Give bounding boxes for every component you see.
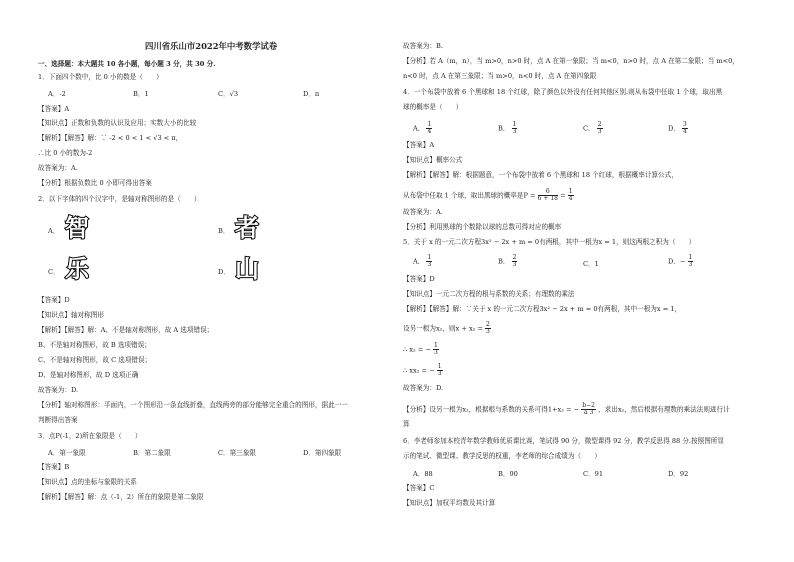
glyph-zhe-char: 者 bbox=[235, 214, 259, 240]
q2-line-b: B、不是轴对称图形，故 B 选项错误； bbox=[38, 341, 151, 349]
q4-analysis: 【解析】【解答】解：根据题意，一个布袋中放着 6 个黑球和 18 个红球，根据概率计算公式， bbox=[403, 171, 678, 179]
q1-option-c: C．√3 bbox=[218, 90, 239, 98]
q5-line4-frac bbox=[437, 364, 443, 377]
glyph-le bbox=[64, 255, 90, 281]
q4-probability bbox=[403, 189, 574, 202]
q2-label-c: C． bbox=[48, 268, 60, 276]
q1-answer: 【答案】A bbox=[38, 105, 70, 113]
q1-stem: 1．下面四个数中，比 0 小的数是（ ） bbox=[38, 73, 163, 81]
q5-line2-frac bbox=[485, 322, 491, 335]
q6-stem-2: 示的笔试、微型课、教学反思的权重，李老师的综合成绩为（ ） bbox=[403, 452, 601, 460]
q5-a-num: 1 bbox=[427, 254, 432, 261]
q5-l3-num: 1 bbox=[434, 342, 438, 349]
q5-fenxi-a: 【分析】设另一根为x₂，根据根与系数的关系可得1+x₂ = − bbox=[403, 405, 580, 414]
q6-option-c: C．91 bbox=[583, 470, 604, 478]
q4-option-d-label: D． bbox=[668, 124, 680, 133]
q5-option-d-label: D．− bbox=[668, 257, 686, 266]
q5-line-3 bbox=[403, 343, 439, 356]
q6-option-d: D．92 bbox=[668, 470, 689, 478]
q3-option-a: A．第一象限 bbox=[48, 449, 86, 457]
q5-answer: 【答案】D bbox=[403, 275, 435, 283]
q5-b-den: 3 bbox=[512, 261, 517, 268]
q6-stem-1: 6．李老师参加本校青年数学教师优质课比赛，笔试得 90 分，微型课得 92 分，教学反思得 88 分.按照图所显 bbox=[403, 437, 724, 445]
q2-fenxi-2: 判断得出答案 bbox=[38, 416, 78, 424]
q3-option-c: C．第三象限 bbox=[218, 449, 257, 457]
q3-knowledge: 【知识点】点的坐标与象限的关系 bbox=[38, 478, 137, 486]
q5-line3-text: ∴ x₂ = − bbox=[403, 345, 431, 354]
q4-a-den: 4 bbox=[427, 128, 432, 135]
q5-l2-den: 3 bbox=[486, 328, 490, 335]
q4-pf1-den: 6 + 18 bbox=[537, 195, 558, 202]
q5-fx-den: a 3 bbox=[583, 409, 594, 416]
q6-answer: 【答案】C bbox=[403, 484, 435, 492]
q2-knowledge: 【知识点】轴对称图形 bbox=[38, 311, 104, 319]
q3-stem: 3．点P(-1，2)所在象限是（ ） bbox=[38, 432, 142, 440]
q5-l3-den: 3 bbox=[434, 349, 438, 356]
q1-final: 故答案为：A. bbox=[38, 164, 78, 172]
q4-option-c-frac bbox=[597, 122, 603, 135]
q5-l2-num: 2 bbox=[486, 321, 490, 328]
q5-option-b-label: B． bbox=[498, 257, 510, 266]
q4-knowledge: 【知识点】概率公式 bbox=[403, 156, 463, 164]
q5-option-a bbox=[413, 255, 432, 268]
q5-stem: 5．关于 x 的一元二次方程3x² − 2x + m = 0有两根，其中一根为x = 1，则这两根之积为（ ） bbox=[403, 238, 696, 246]
q4-option-b-label: B． bbox=[498, 124, 510, 133]
q5-option-d-frac bbox=[688, 255, 694, 268]
q5-d-den: 3 bbox=[688, 261, 693, 268]
q4-b-num: 1 bbox=[512, 121, 517, 128]
q4-option-c-label: C． bbox=[583, 124, 595, 133]
q4-stem-1: 4．一个布袋中放着 6 个黑球和 18 个红球，除了颜色以外没有任何其他区别.则从布袋中任取 1 个球，取出黑 bbox=[403, 88, 723, 96]
q4-option-c bbox=[583, 122, 603, 135]
q5-d-num: 1 bbox=[688, 254, 693, 261]
q3-analysis: 【解析】【解答】解：点（-1，2）所在的象限是第二象限 bbox=[38, 493, 204, 501]
glyph-le-char: 乐 bbox=[65, 255, 89, 281]
glyph-zhi bbox=[64, 214, 90, 240]
q5-line4-text: ∴ xx₂ = − bbox=[403, 366, 435, 375]
q5-fenxi-frac bbox=[581, 403, 596, 416]
q4-option-b bbox=[498, 122, 517, 135]
q5-option-a-label: A． bbox=[413, 257, 425, 266]
q6-knowledge: 【知识点】加权平均数及其计算 bbox=[403, 499, 496, 507]
q4-option-d bbox=[668, 122, 688, 135]
section-heading: 一、选择题：本大题共 10 各小题，每小题 3 分，共 30 分. bbox=[38, 60, 216, 68]
q4-answer: 【答案】A bbox=[403, 141, 435, 149]
q5-option-b bbox=[498, 255, 517, 268]
q5-option-c: C．1 bbox=[583, 260, 599, 268]
q5-final: 故答案为：D. bbox=[403, 384, 444, 392]
q1-line: ∴比 0 小的数为-2 bbox=[38, 149, 93, 157]
exam-title: 四川省乐山市2022年中考数学试卷 bbox=[145, 41, 278, 51]
q4-final: 故答案为：A. bbox=[403, 208, 443, 216]
q4-stem-2: 球的概率是（ ） bbox=[403, 103, 463, 111]
q4-c-den: 3 bbox=[597, 128, 602, 135]
q5-line3-frac bbox=[433, 343, 439, 356]
q4-prob-eq: = bbox=[560, 191, 566, 200]
q3-answer: 【答案】B bbox=[38, 463, 70, 471]
q3-final: 故答案为：B. bbox=[403, 42, 443, 50]
q6-option-a: A．88 bbox=[413, 470, 433, 478]
q5-option-d bbox=[668, 255, 693, 268]
q2-stem: 2．以下字体的四个汉字中，是轴对称图形的是（ ） bbox=[38, 195, 201, 203]
q2-final: 故答案为：D. bbox=[38, 386, 79, 394]
q4-option-d-frac bbox=[682, 122, 688, 135]
q3-fenxi-1: 【分析】若 A（m，n），当 m>0，n>0 时，点 A 在第一象限；当 m<0，n>0 时，点 A 在第二象限；当 m<0， bbox=[403, 57, 739, 65]
q4-b-den: 3 bbox=[512, 128, 517, 135]
q3-option-b: B．第二象限 bbox=[133, 449, 171, 457]
q4-pf2-num: 1 bbox=[568, 188, 573, 195]
q5-knowledge: 【知识点】一元二次方程的根与系数的关系；有理数的乘法 bbox=[403, 290, 575, 298]
glyph-zhe bbox=[234, 214, 260, 240]
q4-prob-frac-1 bbox=[538, 189, 558, 202]
glyph-shan-char: 山 bbox=[235, 255, 259, 281]
q4-option-a-label: A． bbox=[413, 124, 425, 133]
q5-line-2 bbox=[403, 322, 491, 335]
q5-option-a-frac bbox=[426, 255, 432, 268]
q1-analysis: 【解析】【解答】解：∵ -2 < 0 < 1 < √3 < π, bbox=[38, 134, 178, 142]
q1-option-d: D．π bbox=[303, 90, 320, 98]
q4-fenxi: 【分析】利用黑球的个数除以球的总数可得对应的概率 bbox=[403, 223, 562, 231]
q1-option-a: A．-2 bbox=[48, 90, 66, 98]
q2-label-a: A． bbox=[48, 227, 60, 235]
q2-label-b: B． bbox=[218, 227, 230, 235]
q4-option-a-frac bbox=[426, 122, 432, 135]
q5-a-den: 3 bbox=[427, 261, 432, 268]
q4-prob-text: 从布袋中任取 1 个球，取出黑球的概率是P = bbox=[403, 191, 536, 200]
q1-fenxi: 【分析】根据负数比 0 小即可得出答案 bbox=[38, 179, 152, 187]
q3-fenxi-2: n<0 时，点 A 在第三象限；当 m>0，n<0 时，点 A 在第四象限 bbox=[403, 72, 597, 80]
q2-analysis: 【解析】【解答】解：A、不是轴对称图形，故 A 选项错误； bbox=[38, 326, 214, 334]
q4-option-b-frac bbox=[512, 122, 518, 135]
q1-option-b: B．1 bbox=[133, 90, 149, 98]
q4-a-num: 1 bbox=[427, 121, 432, 128]
q2-line-d: D、是轴对称图形，故 D 选项正确 bbox=[38, 371, 139, 379]
q2-label-d: D． bbox=[218, 268, 230, 276]
q5-fx-num: b−2 bbox=[582, 402, 595, 409]
q5-fenxi-b: ，求出x₂，然后根据有理数的乘法法则进行计 bbox=[598, 405, 730, 414]
right-column bbox=[397, 0, 794, 562]
q4-d-den: 4 bbox=[683, 128, 687, 135]
q6-option-b: B．90 bbox=[498, 470, 518, 478]
glyph-zhi-char: 智 bbox=[65, 214, 89, 240]
q4-c-num: 2 bbox=[597, 121, 602, 128]
q5-fenxi-end: 算 bbox=[403, 420, 410, 428]
q5-line-4 bbox=[403, 364, 443, 377]
q5-l4-num: 1 bbox=[437, 363, 442, 370]
q4-prob-frac-2 bbox=[568, 189, 574, 202]
q2-fenxi-1: 【分析】轴对称图形：平面内，一个图形沿一条直线折叠，直线两旁的部分能够完全重合的图形，据此一一 bbox=[38, 401, 348, 409]
q5-option-b-frac bbox=[512, 255, 518, 268]
q1-knowledge: 【知识点】正数和负数的认识及应用；实数大小的比较 bbox=[38, 119, 197, 127]
q5-analysis: 【解析】【解答】解：∵关于 x 的一元二次方程3x² − 2x + m = 0有两根，其中一根为x = 1， bbox=[403, 305, 682, 313]
q5-line2-text: 设另一根为x₂，则x + x₂ = bbox=[403, 324, 483, 333]
q3-option-d: D．第四象限 bbox=[303, 449, 342, 457]
q4-pf1-num: 6 bbox=[538, 189, 558, 196]
q2-line-c: C、不是轴对称图形，故 C 选项错误； bbox=[38, 356, 152, 364]
q5-b-num: 2 bbox=[512, 254, 517, 261]
q4-option-a bbox=[413, 122, 432, 135]
q2-answer: 【答案】D bbox=[38, 296, 70, 304]
q5-l4-den: 3 bbox=[437, 370, 442, 377]
q4-pf2-den: 4 bbox=[568, 195, 573, 202]
q4-d-num: 3 bbox=[683, 121, 687, 128]
glyph-shan bbox=[234, 255, 260, 281]
q5-fenxi bbox=[403, 403, 730, 416]
